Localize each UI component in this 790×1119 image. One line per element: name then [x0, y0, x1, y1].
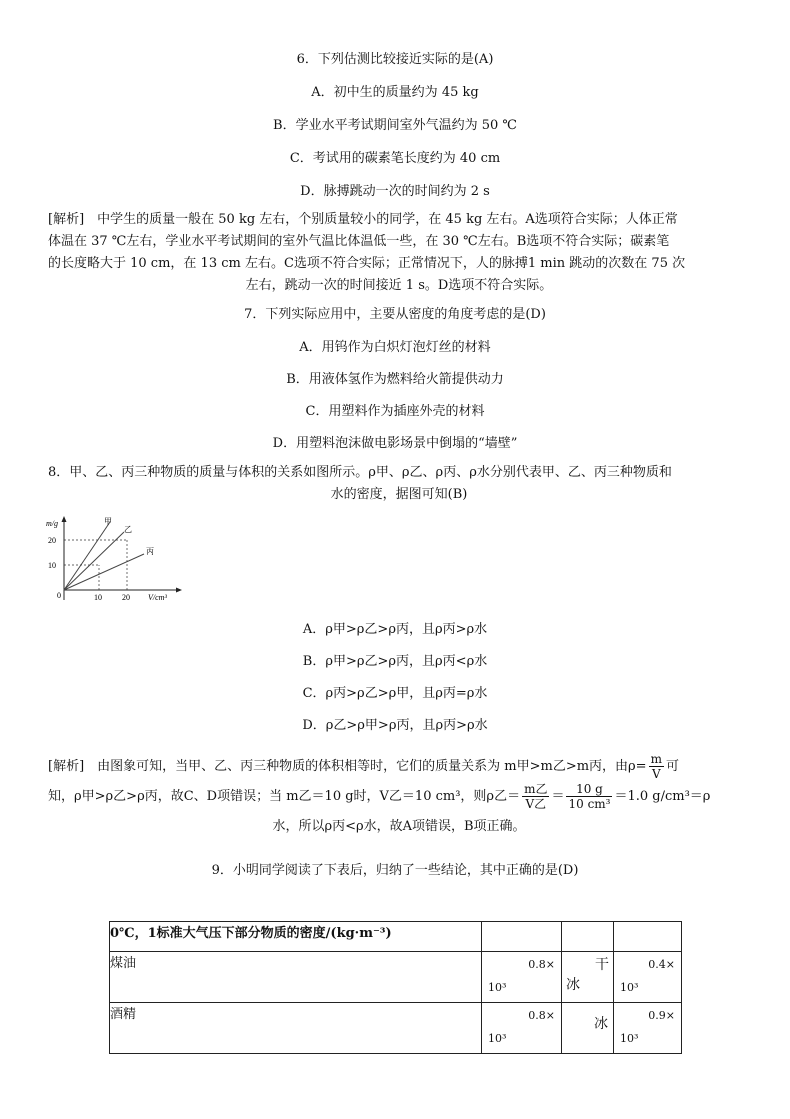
q9-stem: 9．小明同学阅读了下表后，归纳了一些结论，其中正确的是(D) [211, 863, 579, 878]
mass-volume-graph [40, 512, 190, 604]
q7-stem: 7．下列实际应用中，主要从密度的角度考虑的是(D) [244, 307, 546, 322]
density-value-2: 0.4× 10³ [614, 952, 682, 1003]
q8-option-a: A．ρ甲>ρ乙>ρ丙，且ρ丙>ρ水 [302, 622, 488, 637]
q6-stem: 6．下列估测比较接近实际的是(A) [296, 52, 494, 67]
substance-name-2: 冰 [562, 1003, 614, 1054]
q6-analysis-line4: 左右，跳动一次的时间接近 1 s。D选项不符合实际。 [245, 278, 553, 293]
y-axis-arrow [62, 516, 67, 522]
density-value-2: 0.9× 10³ [614, 1003, 682, 1054]
line-yi [64, 532, 124, 590]
table-row [110, 952, 682, 1003]
q8-option-d: D．ρ乙>ρ甲>ρ丙，且ρ丙>ρ水 [302, 718, 488, 733]
origin-label: 0 [57, 591, 61, 600]
q8-option-c: C．ρ丙>ρ乙>ρ甲，且ρ丙=ρ水 [302, 686, 488, 701]
table-row [110, 1003, 682, 1054]
x-axis-label: V/cm³ [148, 593, 167, 602]
q8-analysis [48, 752, 750, 842]
q6-analysis [48, 209, 750, 297]
y-tick-10: 10 [48, 561, 56, 570]
q6-analysis-line1: [解析] 中学生的质量一般在 50 kg 左右，个别质量较小的同学，在 45 kg 左右。A选项符合实际；人体正常 [48, 212, 678, 227]
substance-name-2: 干 冰 [562, 952, 614, 1003]
table-title: 0℃，1标准大气压下部分物质的密度/(kg·m⁻³) [110, 922, 482, 952]
q7-option-b: B．用液体氢作为燃料给火箭提供动力 [286, 372, 504, 387]
density-value: 0.8× 10³ [482, 1003, 562, 1054]
density-table [109, 921, 682, 1054]
y-axis-label: m/g [46, 519, 58, 528]
q8-analysis-line2: 知，ρ甲>ρ乙>ρ丙，故C、D项错误；当 m乙＝10 g时，V乙＝10 cm³，则ρ乙＝ $\frac{\text{m乙}}{\text{V乙}}$ ＝ $\frac{10 g}{\text{10 cm³}}$ ＝1.0 g/cm³＝ρ [48, 782, 711, 811]
q8-analysis-line3: 水，所以ρ丙<ρ水，故A项错误，B项正确。 [272, 819, 526, 834]
x-axis-arrow [176, 588, 182, 593]
table-header-empty-2 [562, 922, 614, 952]
density-value: 0.8× 10³ [482, 952, 562, 1003]
q6-analysis-line3: 的长度略大于 10 cm，在 13 cm 左右。C选项不符合实际；正常情况下，人的脉搏1 min 跳动的次数在 75 次 [48, 256, 686, 271]
label-yi: 乙 [124, 525, 132, 534]
fraction-10g-over-10cm3: $\frac{10 g}{\text{10 cm³}}$ [568, 782, 611, 811]
y-tick-20: 20 [48, 536, 56, 545]
q6-option-d: D．脉搏跳动一次的时间约为 2 s [300, 184, 490, 199]
q8-stem [48, 462, 750, 506]
q7-option-c: C．用塑料作为插座外壳的材料 [305, 404, 485, 419]
x-tick-10: 10 [94, 593, 102, 602]
fraction-m-yi-over-v-yi: $\frac{\text{m乙}}{\text{V乙}}$ [524, 782, 548, 811]
x-tick-20: 20 [122, 593, 130, 602]
label-jia: 甲 [104, 517, 112, 526]
fraction-m-over-v: $\frac{m}{V}$ [650, 752, 662, 781]
q7-option-a: A．用钨作为白炽灯泡灯丝的材料 [299, 340, 491, 355]
q8-stem-line2: 水的密度，据图可知(B) [330, 487, 468, 502]
q6-analysis-line2: 体温在 37 ℃左右，学业水平考试期间的室外气温比体温低一些，在 30 ℃左右。B选项不符合实际；碳素笔 [48, 234, 670, 249]
q8-option-b: B．ρ甲>ρ乙>ρ丙，且ρ丙<ρ水 [302, 654, 488, 669]
substance-name: 煤油 [110, 952, 482, 1003]
q6-option-b: B．学业水平考试期间室外气温约为 50 ℃ [273, 118, 517, 133]
q8-analysis-line1: [解析] 由图象可知，当甲、乙、丙三种物质的体积相等时，它们的质量关系为 m甲>m乙>m丙，由ρ= $\frac{m}{V}$ 可 [48, 752, 679, 781]
q6-option-c: C．考试用的碳素笔长度约为 40 cm [289, 151, 501, 166]
q8-stem-line1: 8．甲、乙、丙三种物质的质量与体积的关系如图所示。ρ甲、ρ乙、ρ丙、ρ水分别代表甲、乙、丙三种物质和 [48, 465, 672, 480]
table-header-empty-3 [614, 922, 682, 952]
q7-option-d: D．用塑料泡沫做电影场景中倒塌的“墙壁” [272, 436, 518, 451]
table-header-empty-1 [482, 922, 562, 952]
substance-name: 酒精 [110, 1003, 482, 1054]
q6-option-a: A．初中生的质量约为 45 kg [311, 85, 479, 100]
label-bing: 丙 [146, 547, 154, 556]
